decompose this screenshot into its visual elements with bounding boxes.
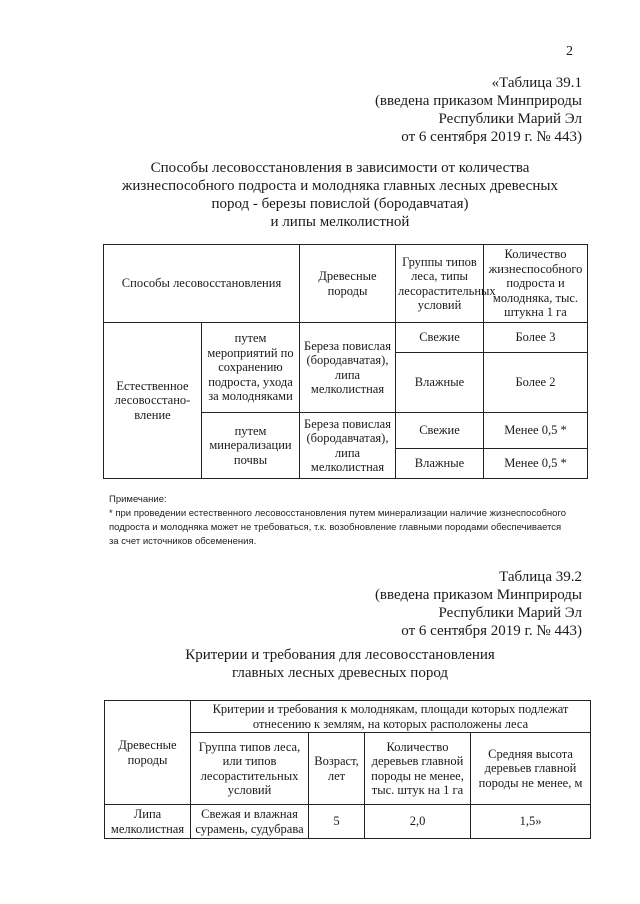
header-line: (введена приказом Минприроды xyxy=(374,93,582,109)
quantity-cell: Менее 0,5 * xyxy=(484,413,588,449)
header-line: (введена приказом Минприроды xyxy=(374,587,582,603)
header-line: от 6 сентября 2019 г. № 443) xyxy=(401,623,582,639)
quantity-cell: Более 3 xyxy=(484,323,588,353)
quantity-cell: Более 2 xyxy=(484,353,588,413)
submethod-mineralization: путем минерализации почвы xyxy=(202,413,300,479)
title-line: и липы мелколистной xyxy=(270,214,410,230)
col-header-count: Количество деревьев главной породы не менее, тыс. штук на 1 га xyxy=(365,733,471,805)
table1-header xyxy=(330,74,582,146)
note-title: Примечание: xyxy=(109,494,167,505)
col-header-forest-group: Группа типов леса, или типов лесорастительных условий xyxy=(191,733,309,805)
header-line: Республики Марий Эл xyxy=(438,111,582,127)
title-line: Критерии и требования для лесовосстановления xyxy=(185,647,495,663)
forest-type-cell: Свежие xyxy=(396,323,484,353)
col-header-age: Возраст, лет xyxy=(309,733,365,805)
col-header-species: Древесные породы xyxy=(300,245,396,323)
row-height: 1,5» xyxy=(471,805,591,839)
header-line: от 6 сентября 2019 г. № 443) xyxy=(401,129,582,145)
table1 xyxy=(103,244,588,479)
note-line: * при проведении естественного лесовосстановления путем минерализации наличие жизнеспособного xyxy=(109,508,566,519)
table2 xyxy=(104,700,591,839)
header-line: Республики Марий Эл xyxy=(438,605,582,621)
note-line: подроста и молодняка может не требоваться, т.к. возобновление главными породами обеспечивается xyxy=(109,522,562,533)
method-name: Естественное лесовосстано-вление xyxy=(104,323,202,479)
title-line: Способы лесовосстановления в зависимости от количества xyxy=(150,160,530,176)
col-header-quantity: Количество жизнеспособного подроста и молодняка, тыс. штукна 1 га xyxy=(484,245,588,323)
species-cell: Береза повислая (бородавчатая), липа мелколистная xyxy=(300,323,396,413)
forest-type-cell: Влажные xyxy=(396,353,484,413)
table2-title xyxy=(100,646,580,682)
col-header-height: Средняя высота деревьев главной породы не менее, м xyxy=(471,733,591,805)
title-line: главных лесных древесных пород xyxy=(231,665,449,681)
row-species: Липа мелколистная xyxy=(105,805,191,839)
col-header-criteria: Критерии и требования к молоднякам, площади которых подлежат отнесению к землям, на которых расположены леса xyxy=(191,701,591,733)
page-number: 2 xyxy=(566,44,573,59)
forest-type-cell: Влажные xyxy=(396,449,484,479)
title-line: пород - березы повислой (бородавчатая) xyxy=(211,196,469,212)
table1-title xyxy=(100,159,580,231)
table1-note xyxy=(109,493,589,549)
row-forest-group: Свежая и влажная сурамень, судубрава xyxy=(191,805,309,839)
note-line: за счет источников обсеменения. xyxy=(109,536,257,547)
forest-type-cell: Свежие xyxy=(396,413,484,449)
header-line: Таблица 39.2 xyxy=(499,569,582,585)
title-line: жизнеспособного подроста и молодняка главных лесных древесных xyxy=(122,178,558,194)
row-age: 5 xyxy=(309,805,365,839)
col-header-species: Древесные породы xyxy=(105,701,191,805)
col-header-forest-types: Группы типов леса, типы лесорастительных условий xyxy=(396,245,484,323)
header-line: «Таблица 39.1 xyxy=(491,75,582,91)
col-header-methods: Способы лесовосстановления xyxy=(104,245,300,323)
row-count: 2,0 xyxy=(365,805,471,839)
quantity-cell: Менее 0,5 * xyxy=(484,449,588,479)
table2-header xyxy=(330,568,582,640)
submethod-care: путем мероприятий по сохранению подроста, ухода за молодняками xyxy=(202,323,300,413)
species-cell: Береза повислая (бородавчатая), липа мелколистная xyxy=(300,413,396,479)
